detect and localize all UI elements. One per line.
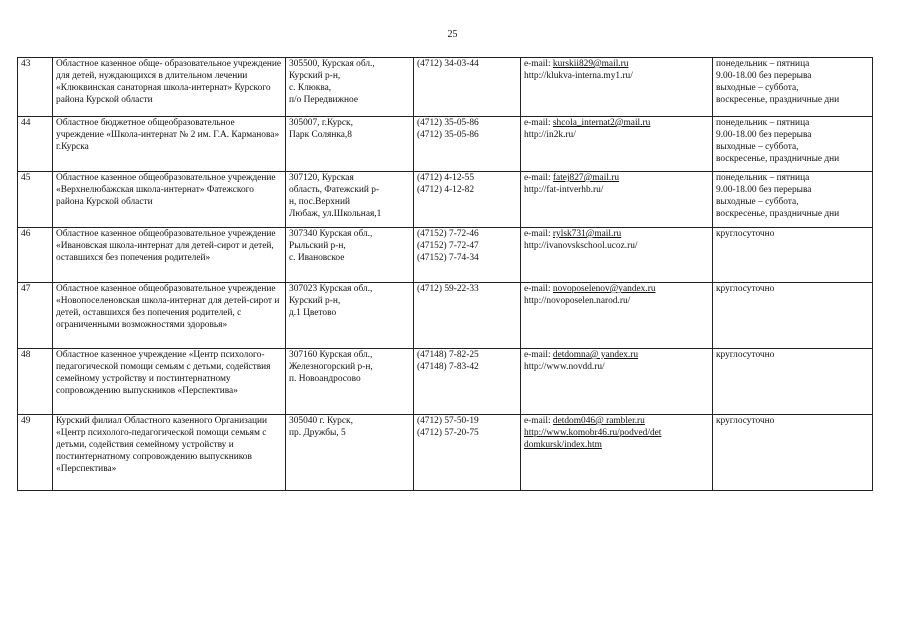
phone-cell: [414, 415, 521, 491]
working-hours-line: воскресенье, праздничные дни: [716, 154, 840, 164]
phone-number: (4712) 57-20-75: [417, 428, 479, 438]
institution-name-cell: [53, 283, 286, 349]
institution-name-cell: [53, 172, 286, 228]
working-hours-line: понедельник – пятница: [716, 118, 810, 128]
hours-cell: [713, 117, 873, 172]
email-link[interactable]: fatej827@mail.ru: [552, 173, 620, 183]
address-line: с. Ивановское: [289, 253, 345, 263]
phone-number: (47152) 7-74-34: [417, 253, 479, 263]
phone-cell: [414, 228, 521, 283]
row-number-cell: [18, 415, 53, 491]
working-hours-line: круглосуточно: [716, 350, 775, 360]
contact-cell: [521, 228, 713, 283]
institution-name-cell: [53, 415, 286, 491]
hours-cell: [713, 228, 873, 283]
row-number: 49: [21, 416, 31, 426]
website-link[interactable]: http://www.novdd.ru/: [524, 362, 605, 372]
table-row: [18, 117, 873, 172]
email-line: [524, 117, 709, 129]
email-prefix: e-mail:: [524, 173, 553, 183]
address-line: д.1 Цветово: [289, 308, 337, 318]
email-link[interactable]: detdom046@ rambler.ru: [552, 416, 645, 426]
address-cell: [286, 228, 414, 283]
table-row: [18, 349, 873, 415]
contact-cell: [521, 349, 713, 415]
address-line: 305500, Курская обл.,: [289, 59, 375, 69]
phone-number: (47152) 7-72-46: [417, 229, 479, 239]
working-hours-line: 9.00-18.00 без перерыва: [716, 71, 812, 81]
phone-number: (4712) 4-12-82: [417, 185, 475, 195]
table-row: [18, 58, 873, 117]
email-link[interactable]: shcola_internat2@mail.ru: [552, 118, 651, 128]
working-hours-line: круглосуточно: [716, 229, 775, 239]
working-hours-line: круглосуточно: [716, 284, 775, 294]
email-link[interactable]: kurskii829@mail.ru: [552, 59, 629, 69]
working-hours-line: выходные – суббота,: [716, 83, 799, 93]
hours-cell: [713, 415, 873, 491]
address-line: область, Фатежский р-: [289, 185, 380, 195]
institution-name: Областное казенное общеобразовательное учреждение «Новопоселеновская школа-интернат для детей-сирот и детей, оставшихся без попечения родителей, с ограниченными возможностями здоровья»: [56, 284, 280, 330]
website-link[interactable]: http://ivanovskschool.ucoz.ru/: [524, 241, 638, 251]
email-line: [524, 58, 709, 70]
institution-name: Областное казенное общеобразовательное учреждение «Верхнелюбажская школа-интернат» Фатежского района Курской области: [56, 173, 276, 207]
phone-cell: [414, 283, 521, 349]
address-line: Курский р-н,: [289, 71, 341, 81]
working-hours-line: 9.00-18.00 без перерыва: [716, 185, 812, 195]
table-row: [18, 228, 873, 283]
website-link[interactable]: http://www.komobr46.ru/podved/det: [524, 428, 662, 438]
phone-number: (4712) 35-05-86: [417, 130, 479, 140]
page-number: 25: [447, 29, 458, 40]
address-cell: [286, 172, 414, 228]
phone-number: (4712) 59-22-33: [417, 284, 479, 294]
email-line: [524, 283, 709, 295]
table-row: [18, 283, 873, 349]
address-line: Курский р-н,: [289, 296, 341, 306]
address-cell: [286, 349, 414, 415]
working-hours-line: 9.00-18.00 без перерыва: [716, 130, 812, 140]
website-link[interactable]: http://novoposelen.narod.ru/: [524, 296, 631, 306]
table-row: [18, 415, 873, 491]
email-line: [524, 415, 709, 427]
row-number-cell: [18, 283, 53, 349]
address-cell: [286, 283, 414, 349]
contact-cell: [521, 415, 713, 491]
address-cell: [286, 117, 414, 172]
hours-cell: [713, 172, 873, 228]
email-link[interactable]: rylsk731@mail.ru: [552, 229, 622, 239]
website-link[interactable]: http://fat-intverhb.ru/: [524, 185, 604, 195]
address-line: Железногорский р-н,: [289, 362, 373, 372]
phone-number: (4712) 4-12-55: [417, 173, 475, 183]
phone-number: (47152) 7-72-47: [417, 241, 479, 251]
hours-cell: [713, 283, 873, 349]
email-prefix: e-mail:: [524, 416, 553, 426]
website-link[interactable]: http://klukva-interna.my1.ru/: [524, 71, 633, 81]
institution-name: Областное казенное общеобразовательное учреждение «Ивановская школа-интернат для детей-сирот и детей, оставшихся без попечения родителей»: [56, 229, 276, 263]
contact-cell: [521, 283, 713, 349]
address-line: пр. Дружбы, 5: [289, 428, 346, 438]
email-link[interactable]: detdomna@ yandex.ru: [552, 350, 639, 360]
phone-number: (4712) 34-03-44: [417, 59, 479, 69]
institution-name: Областное казенное учреждение «Центр психолого-педагогической помощи семьям с детьми, содействия семейному устройству и постинтернатному сопровождению выпускников «Перспектива»: [56, 350, 271, 396]
address-line: с. Клюква,: [289, 83, 332, 93]
address-line: п. Новоандросово: [289, 374, 361, 384]
website-link[interactable]: domkursk/index.htm: [524, 440, 602, 450]
institution-name: Областное казенное обще- образовательное учреждение для детей, нуждающихся в длительном лечении «Клюквинская санаторная школа-интернат» Курского района Курской области: [56, 59, 282, 105]
email-line: [524, 228, 709, 240]
row-number-cell: [18, 172, 53, 228]
address-line: 307160 Курская обл.,: [289, 350, 373, 360]
working-hours-line: понедельник – пятница: [716, 173, 810, 183]
working-hours-line: круглосуточно: [716, 416, 775, 426]
row-number: 46: [21, 229, 31, 239]
row-number-cell: [18, 117, 53, 172]
address-line: н, пос.Верхний: [289, 197, 350, 207]
row-number-cell: [18, 228, 53, 283]
hours-cell: [713, 58, 873, 117]
institutions-table: [17, 57, 873, 491]
hours-cell: [713, 349, 873, 415]
row-number-cell: [18, 58, 53, 117]
row-number: 47: [21, 284, 31, 294]
email-link[interactable]: novoposelenov@yandex.ru: [552, 284, 656, 294]
row-number: 43: [21, 59, 31, 69]
table-row: [18, 172, 873, 228]
phone-number: (4712) 35-05-86: [417, 118, 479, 128]
row-number: 44: [21, 118, 31, 128]
phone-cell: [414, 172, 521, 228]
phone-cell: [414, 58, 521, 117]
address-line: Парк Солянка,8: [289, 130, 352, 140]
institution-name: Курский филиал Областного казенного Организации «Центр психолого-педагогической помощи семьям с детьми, содействия семейному устройству и постинтернатному сопровождению выпускников «Перспектива»: [56, 416, 268, 474]
row-number: 45: [21, 173, 31, 183]
email-line: [524, 172, 709, 184]
contact-cell: [521, 117, 713, 172]
address-cell: [286, 415, 414, 491]
working-hours-line: воскресенье, праздничные дни: [716, 95, 840, 105]
row-number-cell: [18, 349, 53, 415]
institution-name-cell: [53, 349, 286, 415]
address-line: Любаж, ул.Школьная,1: [289, 209, 382, 219]
institution-name-cell: [53, 117, 286, 172]
contact-cell: [521, 172, 713, 228]
email-prefix: e-mail:: [524, 284, 553, 294]
institution-name-cell: [53, 228, 286, 283]
address-line: 305040 г. Курск,: [289, 416, 353, 426]
working-hours-line: понедельник – пятница: [716, 59, 810, 69]
institution-name-cell: [53, 58, 286, 117]
email-prefix: e-mail:: [524, 229, 553, 239]
address-line: 307120, Курская: [289, 173, 354, 183]
contact-cell: [521, 58, 713, 117]
email-line: [524, 349, 709, 361]
phone-number: (47148) 7-82-25: [417, 350, 479, 360]
phone-number: (47148) 7-83-42: [417, 362, 479, 372]
address-line: 307340 Курская обл.,: [289, 229, 373, 239]
address-line: Рыльский р-н,: [289, 241, 346, 251]
working-hours-line: выходные – суббота,: [716, 197, 799, 207]
address-cell: [286, 58, 414, 117]
email-prefix: e-mail:: [524, 350, 553, 360]
phone-cell: [414, 117, 521, 172]
working-hours-line: воскресенье, праздничные дни: [716, 209, 840, 219]
phone-number: (4712) 57-50-19: [417, 416, 479, 426]
institution-name: Областное бюджетное общеобразовательное учреждение «Школа-интернат № 2 им. Г.А. Карманова» г.Курска: [56, 118, 280, 152]
email-prefix: e-mail:: [524, 118, 553, 128]
row-number: 48: [21, 350, 31, 360]
address-line: 305007, г.Курск,: [289, 118, 353, 128]
phone-cell: [414, 349, 521, 415]
website-link[interactable]: http://in2k.ru/: [524, 130, 576, 140]
address-line: п/о Передвижное: [289, 95, 358, 105]
address-line: 307023 Курская обл.,: [289, 284, 373, 294]
working-hours-line: выходные – суббота,: [716, 142, 799, 152]
email-prefix: e-mail:: [524, 59, 553, 69]
